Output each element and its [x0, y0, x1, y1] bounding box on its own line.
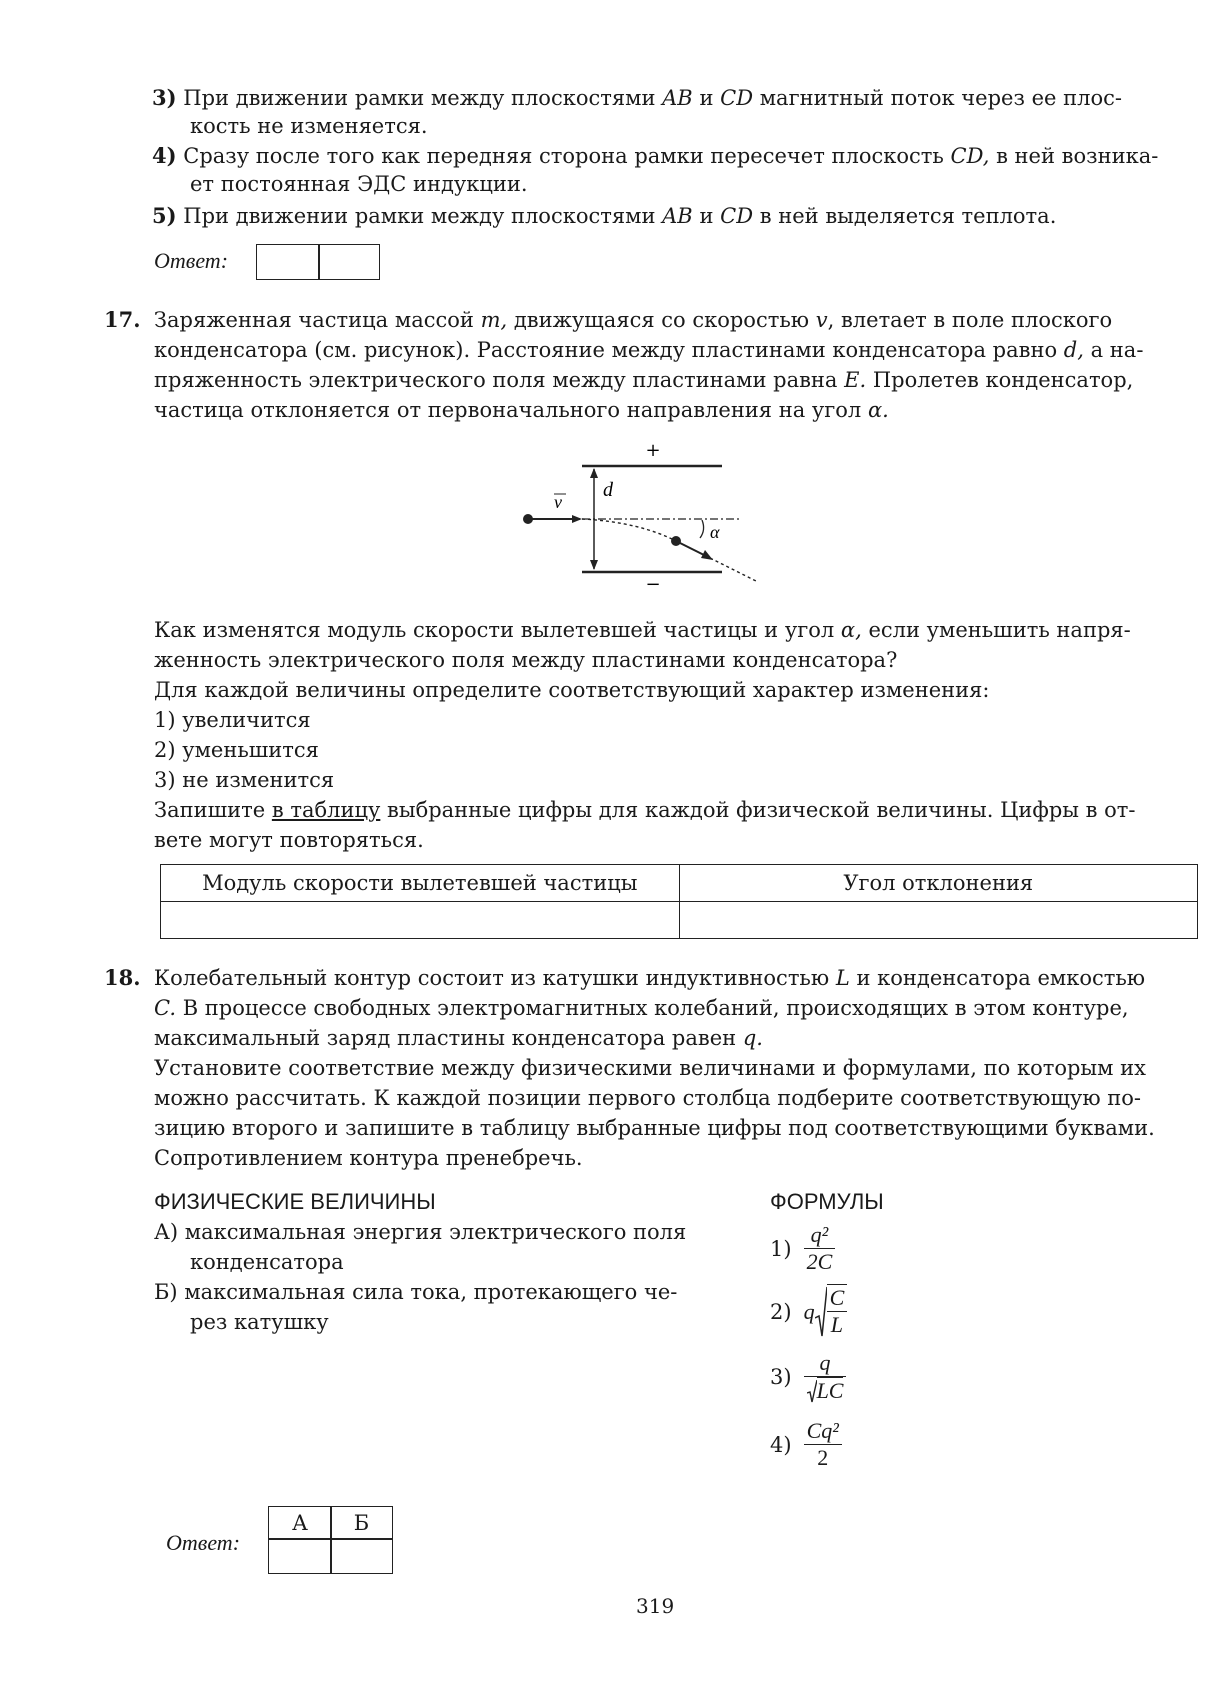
answer-cell-b[interactable]: [330, 1538, 393, 1574]
item-number: 4): [152, 143, 177, 168]
math-m: m,: [480, 308, 508, 332]
velocity-arrowhead: [572, 515, 582, 523]
formula-number: 3): [770, 1365, 792, 1389]
text: Запишите: [154, 798, 266, 822]
fraction: [804, 1418, 842, 1471]
q18-line-5: можно рассчитать. К каждой позиции первого столбца подберите соответствующую по-: [154, 1086, 1142, 1110]
sqrt-icon: [815, 1286, 827, 1338]
text: частица отклоняется от первоначального направления на угол: [154, 398, 862, 422]
text: При движении рамки между плоскостями: [183, 86, 656, 110]
quantity-a-line-1: [154, 1218, 686, 1246]
item-number: 3): [152, 85, 177, 110]
text: конденсатора (см. рисунок). Расстояние между пластинами конденсатора равно: [154, 338, 1058, 362]
q18-line-4: Установите соответствие между физическими величинами и формулами, по которым их: [154, 1056, 1146, 1080]
text: магнитный поток через ее плос-: [759, 86, 1122, 110]
prev-item-3-line-2: кость не изменяется.: [190, 114, 428, 138]
math-c: C.: [154, 996, 176, 1020]
text: движущаяся со скоростью: [513, 308, 810, 332]
table-header-angle: Угол отклонения: [679, 865, 1198, 902]
label-alpha: α: [710, 522, 720, 542]
text: максимальная энергия электрического поля: [184, 1220, 687, 1244]
page-number: 319: [636, 1594, 675, 1618]
text: максимальная сила тока, протекающего че-: [184, 1280, 678, 1304]
text: , влетает в поле плоского: [827, 308, 1113, 332]
text: и: [699, 204, 714, 228]
prev-item-4-line-1: [152, 142, 1158, 170]
q17-option-2: 2) уменьшится: [154, 738, 319, 762]
formulas-header: ФОРМУЛЫ: [770, 1189, 884, 1214]
answer-cell-speed[interactable]: [161, 902, 680, 939]
question-number: 17.: [104, 307, 141, 332]
formula-body: [804, 1286, 848, 1338]
formula-4: [770, 1418, 842, 1471]
answer-header-b: Б: [330, 1506, 393, 1540]
item-number: 5): [152, 203, 177, 228]
q18-line-2: [154, 994, 1129, 1022]
math-d: d,: [1063, 338, 1084, 362]
text: В процессе свободных электромагнитных колебаний, происходящих в этом контуре,: [182, 996, 1129, 1020]
table-header-row: [161, 865, 1198, 902]
text: в ней выделяется теплота.: [759, 204, 1057, 228]
minus-sign: −: [645, 574, 661, 595]
math-cd: CD: [720, 204, 754, 228]
exit-arrowhead: [701, 550, 713, 560]
formula-2: [770, 1286, 847, 1338]
text: Колебательный контур состоит из катушки индуктивностью: [153, 966, 830, 990]
prev-item-5: [152, 202, 1056, 230]
denominator: 2: [804, 1444, 842, 1471]
quantity-b-line-1: [154, 1278, 677, 1306]
q17-line-3: [154, 366, 1133, 394]
q17-line-2: [154, 336, 1143, 364]
q17-instruction-line-2: вете могут повторяться.: [154, 828, 424, 852]
label-b: Б): [154, 1280, 178, 1304]
numerator: q: [819, 1350, 831, 1375]
table-answer-row: [161, 902, 1198, 939]
q17-question-line-1: [154, 616, 1131, 644]
trajectory: [582, 519, 678, 542]
math-cd: CD,: [950, 144, 990, 168]
formula-number: 1): [770, 1236, 792, 1261]
q18-line-3: [154, 1024, 763, 1052]
text: и конденсатора емкостью: [856, 966, 1146, 990]
formula-1: [770, 1222, 835, 1275]
text: максимальный заряд пластины конденсатора равен: [154, 1026, 737, 1050]
q17-question-line-2: женность электрического поля между пластинами конденсатора?: [154, 648, 898, 672]
text: Заряженная частица массой: [153, 308, 474, 332]
denominator: [804, 1376, 847, 1404]
quantity-a-line-2: конденсатора: [190, 1250, 344, 1274]
label-v: v: [554, 492, 562, 512]
math-cd: CD: [720, 86, 754, 110]
math-l: L: [835, 966, 850, 990]
underlined-text: в таблицу: [271, 798, 381, 822]
label-d: d: [603, 479, 613, 501]
prev-item-4-line-2: ет постоянная ЭДС индукции.: [190, 172, 528, 196]
text: и: [699, 86, 714, 110]
q17-question-line-3: Для каждой величины определите соответствующий характер изменения:: [154, 678, 990, 702]
numerator: C: [829, 1285, 845, 1310]
distance-arrow-up: [590, 468, 598, 478]
q18-line-1: [104, 964, 1145, 992]
denominator: L: [827, 1311, 848, 1338]
text: При движении рамки между плоскостями: [183, 204, 656, 228]
denominator: 2C: [804, 1248, 836, 1275]
numerator: q²: [810, 1222, 829, 1247]
text: а на-: [1090, 338, 1144, 362]
math-v: v: [815, 308, 828, 332]
text: Сразу после того как передняя сторона рамки пересечет плоскость: [183, 144, 944, 168]
distance-arrow-down: [590, 560, 598, 570]
text: если уменьшить напря-: [868, 618, 1131, 642]
q18-line-6: зицию второго и запишите в таблицу выбранные цифры под соответствующими буквами.: [154, 1116, 1155, 1140]
q18-line-7: Сопротивлением контура пренебречь.: [154, 1146, 583, 1170]
formula-number: 4): [770, 1432, 792, 1457]
q17-option-1: 1) увеличится: [154, 708, 311, 732]
answer-cell-1[interactable]: [256, 244, 320, 280]
physical-quantities-header: ФИЗИЧЕСКИЕ ВЕЛИЧИНЫ: [154, 1189, 436, 1214]
answer-cell-angle[interactable]: [679, 902, 1198, 939]
question-number: 18.: [104, 965, 141, 990]
answer-header-a: А: [268, 1506, 332, 1540]
text: Пролетев конденсатор,: [872, 368, 1134, 392]
angle-arc: [700, 520, 704, 538]
fraction: [804, 1350, 847, 1404]
math-alpha: α.: [867, 398, 889, 422]
q17-line-1: [104, 306, 1112, 334]
q18-answer-label: Ответ:: [166, 1530, 241, 1555]
answer-cell-2[interactable]: [318, 244, 380, 280]
table-header-speed: Модуль скорости вылетевшей частицы: [161, 865, 680, 902]
q17-line-4: [154, 396, 889, 424]
text: пряженность электрического поля между пластинами равна: [154, 368, 838, 392]
q17-option-3: 3) не изменится: [154, 768, 335, 792]
prev-item-3-line-1: [152, 84, 1122, 112]
quantity-b-line-2: рез катушку: [190, 1310, 329, 1334]
numerator: Cq²: [806, 1418, 839, 1443]
plus-sign: +: [645, 440, 661, 461]
formula-number: 2): [770, 1300, 792, 1324]
text: Как изменятся модуль скорости вылетевшей частицы и угол: [154, 618, 835, 642]
text: в ней возника-: [996, 144, 1159, 168]
formula-3: [770, 1350, 846, 1404]
q17-instruction-line-1: [154, 796, 1136, 824]
fraction: [827, 1284, 848, 1338]
math-ab: AB: [662, 204, 693, 228]
factor-q: q: [803, 1299, 815, 1324]
math-q: q.: [742, 1026, 763, 1050]
text: выбранные цифры для каждой физической величины. Цифры в от-: [387, 798, 1136, 822]
label-a: А): [154, 1220, 179, 1244]
math-e: E.: [844, 368, 867, 392]
answer-label: Ответ:: [154, 248, 229, 273]
math-ab: AB: [662, 86, 693, 110]
math-alpha: α,: [840, 618, 862, 642]
q17-answer-table: [160, 864, 1198, 939]
fraction: [804, 1222, 836, 1275]
capacitor-figure: [510, 436, 800, 596]
sqrt-icon: [807, 1379, 817, 1403]
answer-cell-a[interactable]: [268, 1538, 332, 1574]
radicand: LC: [816, 1378, 844, 1403]
